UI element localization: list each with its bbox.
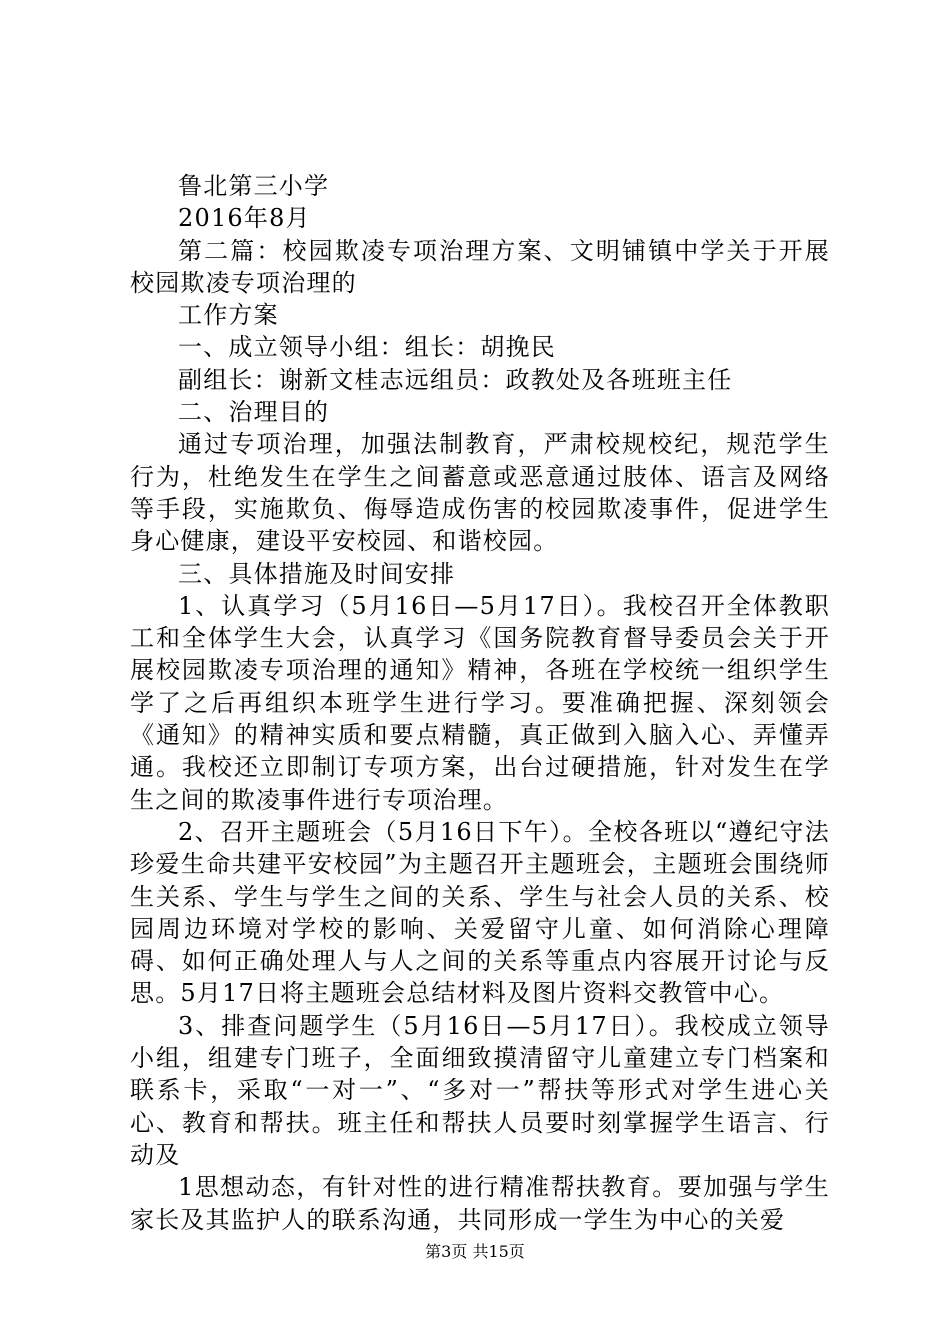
measure-2-paragraph: 2、召开主题班会（5月16日下午）。全校各班以“遵纪守法珍爱生命共建平安校园”为主题召开主题班会，主题班会围绕师生关系、学生与学生之间的关系、学生与社会人员的关系、校园周边环境对学校的影响、关爱留守儿童、如何消除心理障碍、如何正确处理人与人之间的关系等重点内容展开讨论与反思。5月17日将主题班会总结材料及图片资料交教管中心。: [130, 817, 830, 1008]
leadership-group: 一、成立领导小组：组长：胡挽民: [178, 333, 556, 362]
document-body: [130, 170, 830, 1236]
measure-1-paragraph: 1、认真学习（5月16日—5月17日）。我校召开全体教职工和全体学生大会，认真学习《国务院教育督导委员会关于开展校园欺凌专项治理的通知》精神，各班在学校统一组织学生学了之后再组织本班学生进行学习。要准确把握、深刻领会《通知》的精神实质和要点精髓，真正做到入脑入心、弄懂弄通。我校还立即制订专项方案，出台过硬措施，针对发生在学生之间的欺凌事件进行专项治理。: [130, 591, 830, 814]
date-line: 2016年8月: [178, 204, 311, 233]
goal-paragraph: 通过专项治理，加强法制教育，严肃校规校纪，规范学生行为，杜绝发生在学生之间蓄意或恶意通过肢体、语言及网络等手段，实施欺负、侮辱造成伤害的校园欺凌事件，促进学生身心健康，建设平安校园、和谐校园。: [130, 430, 830, 556]
school-name: 鲁北第三小学: [178, 172, 330, 200]
measures-heading: 三、具体措施及时间安排: [178, 559, 456, 588]
deputy-leaders: 副组长：谢新文桂志远组员：政教处及各班班主任: [178, 365, 733, 394]
goal-heading: 二、治理目的: [178, 398, 330, 427]
continuation-paragraph: 1思想动态，有针对性的进行精准帮扶教育。要加强与学生家长及其监护人的联系沟通，共同形成一学生为中心的关爱: [130, 1173, 830, 1234]
page-footer: 第3页 共15页: [425, 1242, 525, 1261]
section-heading: 第二篇：校园欺凌专项治理方案、文明铺镇中学关于开展校园欺凌专项治理的: [130, 236, 830, 297]
measure-3-paragraph: 3、排查问题学生（5月16日—5月17日）。我校成立领导小组，组建专门班子，全面细致摸清留守儿童建立专门档案和联系卡，采取“一对一”、“多对一”帮扶等形式对学生进心关心、教育和帮扶。班主任和帮扶人员要时刻掌握学生语言、行动及: [130, 1011, 830, 1169]
section-subheading: 工作方案: [178, 301, 279, 330]
